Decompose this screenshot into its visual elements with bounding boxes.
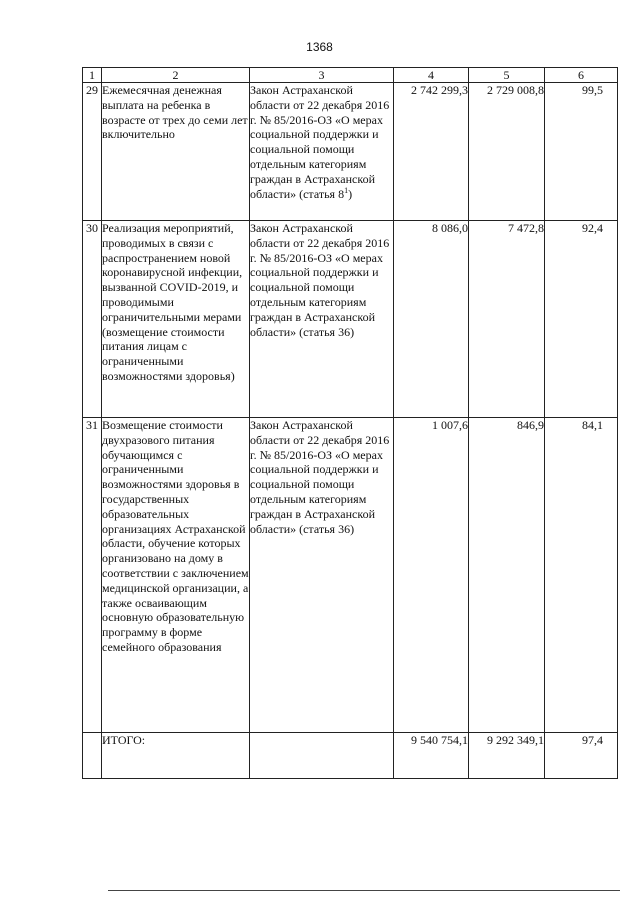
row-plan: 1 007,6 xyxy=(394,418,469,733)
row-percent: 99,5 xyxy=(545,83,618,221)
row-percent: 92,4 xyxy=(545,221,618,418)
total-percent: 97,4 xyxy=(545,733,618,779)
total-row xyxy=(83,733,618,779)
row-percent: 84,1 xyxy=(545,418,618,733)
row-plan: 2 742 299,3 xyxy=(394,83,469,221)
row-number: 29 xyxy=(83,83,102,221)
page-number: 1368 xyxy=(306,40,333,54)
row-law-superscript: 1 xyxy=(344,185,349,195)
row-fact: 2 729 008,8 xyxy=(469,83,545,221)
row-number: 31 xyxy=(83,418,102,733)
row-name: Возмещение стоимости двухразового питания обучающимся с ограниченными возможностями здоровья в государственных образовательных организациях Астраханской области, обучение которых организовано на дому в соответствии с заключением медицинской организации, а также осваивающим основную образовательную программу в форме семейного образования xyxy=(102,418,250,733)
row-law: Закон Астраханской области от 22 декабря 2016 г. № 85/2016-ОЗ «О мерах социальной поддержки и социальной помощи отдельным категориям граждан в Астраханской области» (статья 36) xyxy=(250,418,394,733)
column-header: 1 xyxy=(83,68,102,83)
row-plan: 8 086,0 xyxy=(394,221,469,418)
header-row xyxy=(83,68,618,83)
footer-rule xyxy=(108,890,620,891)
column-header: 2 xyxy=(102,68,250,83)
column-header: 3 xyxy=(250,68,394,83)
column-header: 6 xyxy=(545,68,618,83)
total-plan: 9 540 754,1 xyxy=(394,733,469,779)
row-law: Закон Астраханской области от 22 декабря 2016 г. № 85/2016-ОЗ «О мерах социальной поддержки и социальной помощи отдельным категориям граждан в Астраханской области» (статья 36) xyxy=(250,221,394,418)
row-law-end: ) xyxy=(348,186,353,201)
row-fact: 7 472,8 xyxy=(469,221,545,418)
row-law-text: Закон Астраханской области от 22 декабря 2016 г. № 85/2016-ОЗ «О мерах социальной поддержки и социальной помощи отдельным категориям граждан в Астраханской области» (статья 8 xyxy=(250,83,390,201)
table-row xyxy=(83,221,618,418)
column-header: 5 xyxy=(469,68,545,83)
total-fact: 9 292 349,1 xyxy=(469,733,545,779)
budget-table xyxy=(82,67,618,779)
total-law xyxy=(250,733,394,779)
column-header: 4 xyxy=(394,68,469,83)
table-row xyxy=(83,418,618,733)
total-label: ИТОГО: xyxy=(102,733,250,779)
table-row xyxy=(83,83,618,221)
total-number xyxy=(83,733,102,779)
row-law xyxy=(250,83,394,221)
row-number: 30 xyxy=(83,221,102,418)
row-fact: 846,9 xyxy=(469,418,545,733)
row-name: Ежемесячная денежная выплата на ребенка в возрасте от трех до семи лет включительно xyxy=(102,83,250,221)
row-name: Реализация мероприятий, проводимых в связи с распространением новой коронавирусной инфекции, вызванной COVID-2019, и проводимыми ограничительными мерами (возмещение стоимости питания лицам с ограниченными возможностями здоровья) xyxy=(102,221,250,418)
